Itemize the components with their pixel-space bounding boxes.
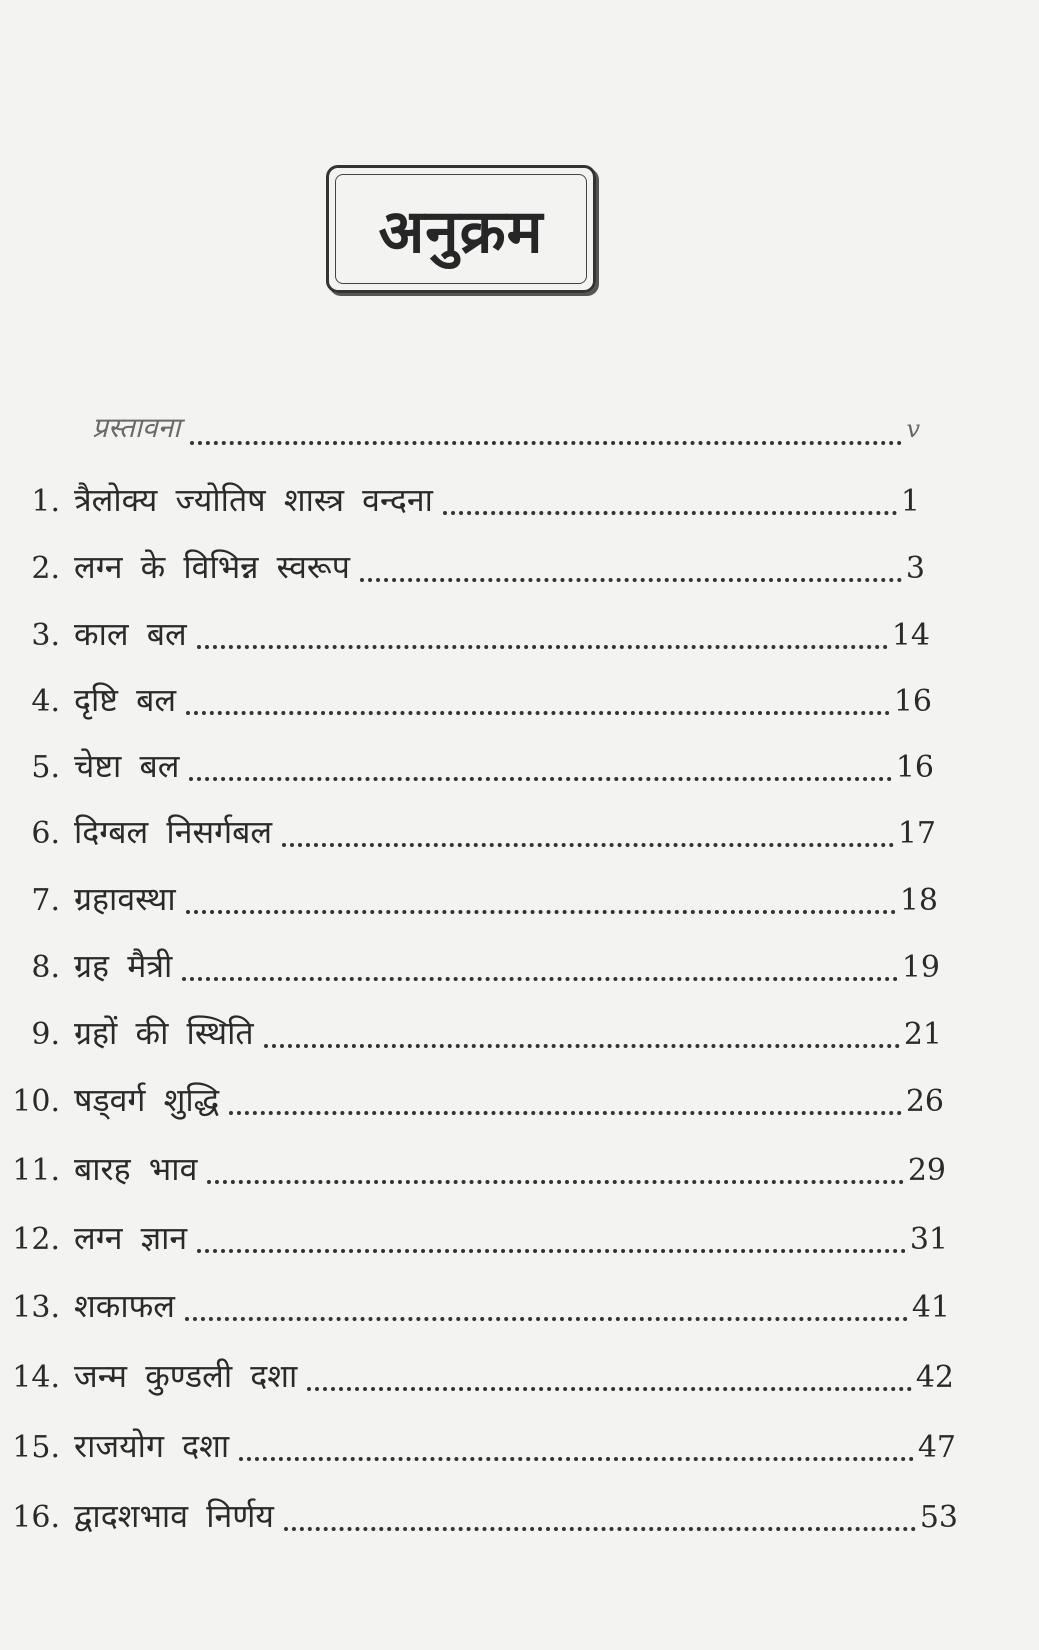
toc-row[interactable] (0, 744, 934, 794)
toc-title: बारह भाव (74, 1150, 198, 1188)
toc-page-number: 26 (905, 1084, 944, 1119)
toc-leader-dots (197, 645, 888, 649)
toc-number: 2. (31, 551, 60, 586)
toc-leader-dots (307, 1387, 911, 1391)
toc-page-number: 42 (915, 1360, 954, 1395)
toc-row[interactable] (0, 1354, 954, 1404)
toc-number: 9. (31, 1017, 60, 1052)
toc-row[interactable] (0, 1284, 950, 1334)
toc-title: ग्रह मैत्री (74, 947, 173, 985)
toc-title: लग्न के विभिन्न स्वरूप (74, 548, 350, 586)
toc-row[interactable] (0, 1216, 948, 1266)
toc-row[interactable] (0, 545, 925, 595)
toc-title: प्रस्तावना (92, 411, 181, 444)
toc-page-number: 14 (891, 618, 930, 653)
toc-row[interactable] (0, 944, 940, 994)
toc-row[interactable] (0, 1011, 942, 1061)
toc-leader-dots (443, 511, 897, 515)
toc-page-number: 41 (911, 1290, 950, 1325)
toc-leader-dots (186, 910, 896, 914)
toc-title: षड्वर्ग शुद्धि (74, 1081, 220, 1119)
page-title: अनुक्रम (378, 197, 544, 267)
toc-number: 3. (31, 618, 60, 653)
heading-frame (326, 165, 596, 293)
toc-number: 15. (12, 1430, 60, 1465)
toc-row[interactable] (0, 478, 920, 528)
toc-number: 12. (12, 1222, 60, 1257)
toc-number: 13. (12, 1290, 60, 1325)
toc-page-number: 53 (919, 1500, 958, 1535)
toc-title: त्रैलोक्य ज्योतिष शास्त्र वन्दना (74, 481, 433, 519)
toc-row[interactable] (0, 1494, 958, 1544)
toc-page-number: 16 (895, 750, 934, 785)
toc-number: 14. (12, 1360, 60, 1395)
toc-row[interactable] (0, 1147, 946, 1197)
toc-page-number: 47 (917, 1430, 956, 1465)
toc-title: द्वादशभाव निर्णय (74, 1497, 274, 1535)
toc-number: 7. (31, 883, 60, 918)
toc-leader-dots (360, 578, 902, 582)
toc-title: दृष्टि बल (74, 681, 177, 719)
toc-leader-dots (189, 777, 891, 781)
toc-title: राजयोग दशा (74, 1427, 230, 1465)
toc-page-number: v (906, 415, 920, 443)
toc-leader-dots (239, 1457, 914, 1461)
toc-number: 5. (31, 750, 60, 785)
toc-page-number: 21 (903, 1017, 942, 1052)
toc-row[interactable] (0, 1078, 944, 1128)
toc-title: लग्न ज्ञान (74, 1219, 188, 1257)
toc-leader-dots (284, 1527, 916, 1531)
toc-page-number: 1 (900, 484, 920, 519)
toc-title: शकाफल (74, 1287, 175, 1325)
toc-title: दिग्बल निसर्गबल (74, 813, 273, 851)
toc-page-number: 18 (899, 883, 938, 918)
toc-leader-dots (229, 1111, 902, 1115)
toc-leader-dots (207, 1180, 903, 1184)
toc-page-number: 3 (905, 551, 925, 586)
toc-page-number: 31 (909, 1222, 948, 1257)
toc-page-number: 16 (893, 684, 932, 719)
toc-row[interactable] (0, 810, 936, 860)
toc-row[interactable] (0, 1424, 956, 1474)
toc-leader-dots (182, 977, 898, 981)
heading-inner-frame (335, 174, 587, 284)
toc-number: 11. (12, 1153, 60, 1188)
toc-leader-dots (186, 711, 890, 715)
toc-row[interactable] (0, 612, 930, 662)
toc-number: 10. (12, 1084, 60, 1119)
toc-page-number: 29 (907, 1153, 946, 1188)
toc-leader-dots (185, 1317, 908, 1321)
toc-leader-dots (197, 1249, 906, 1253)
toc-title: ग्रहावस्था (74, 880, 176, 918)
toc-number: 16. (12, 1500, 60, 1535)
toc-row-preface[interactable] (0, 408, 920, 458)
toc-title: चेष्टा बल (74, 747, 180, 785)
toc-row[interactable] (0, 678, 932, 728)
toc-leader-dots (190, 441, 902, 445)
toc-number: 1. (31, 484, 60, 519)
toc-title: ग्रहों की स्थिति (74, 1014, 254, 1052)
toc-title: जन्म कुण्डली दशा (74, 1357, 298, 1395)
toc-number: 8. (31, 950, 60, 985)
toc-page-number: 19 (901, 950, 940, 985)
toc-leader-dots (282, 843, 894, 847)
toc-leader-dots (264, 1044, 900, 1048)
toc-title: काल बल (74, 615, 187, 653)
toc-page-number: 17 (897, 816, 936, 851)
toc-row[interactable] (0, 877, 938, 927)
toc-number: 6. (31, 816, 60, 851)
toc-number: 4. (31, 684, 60, 719)
